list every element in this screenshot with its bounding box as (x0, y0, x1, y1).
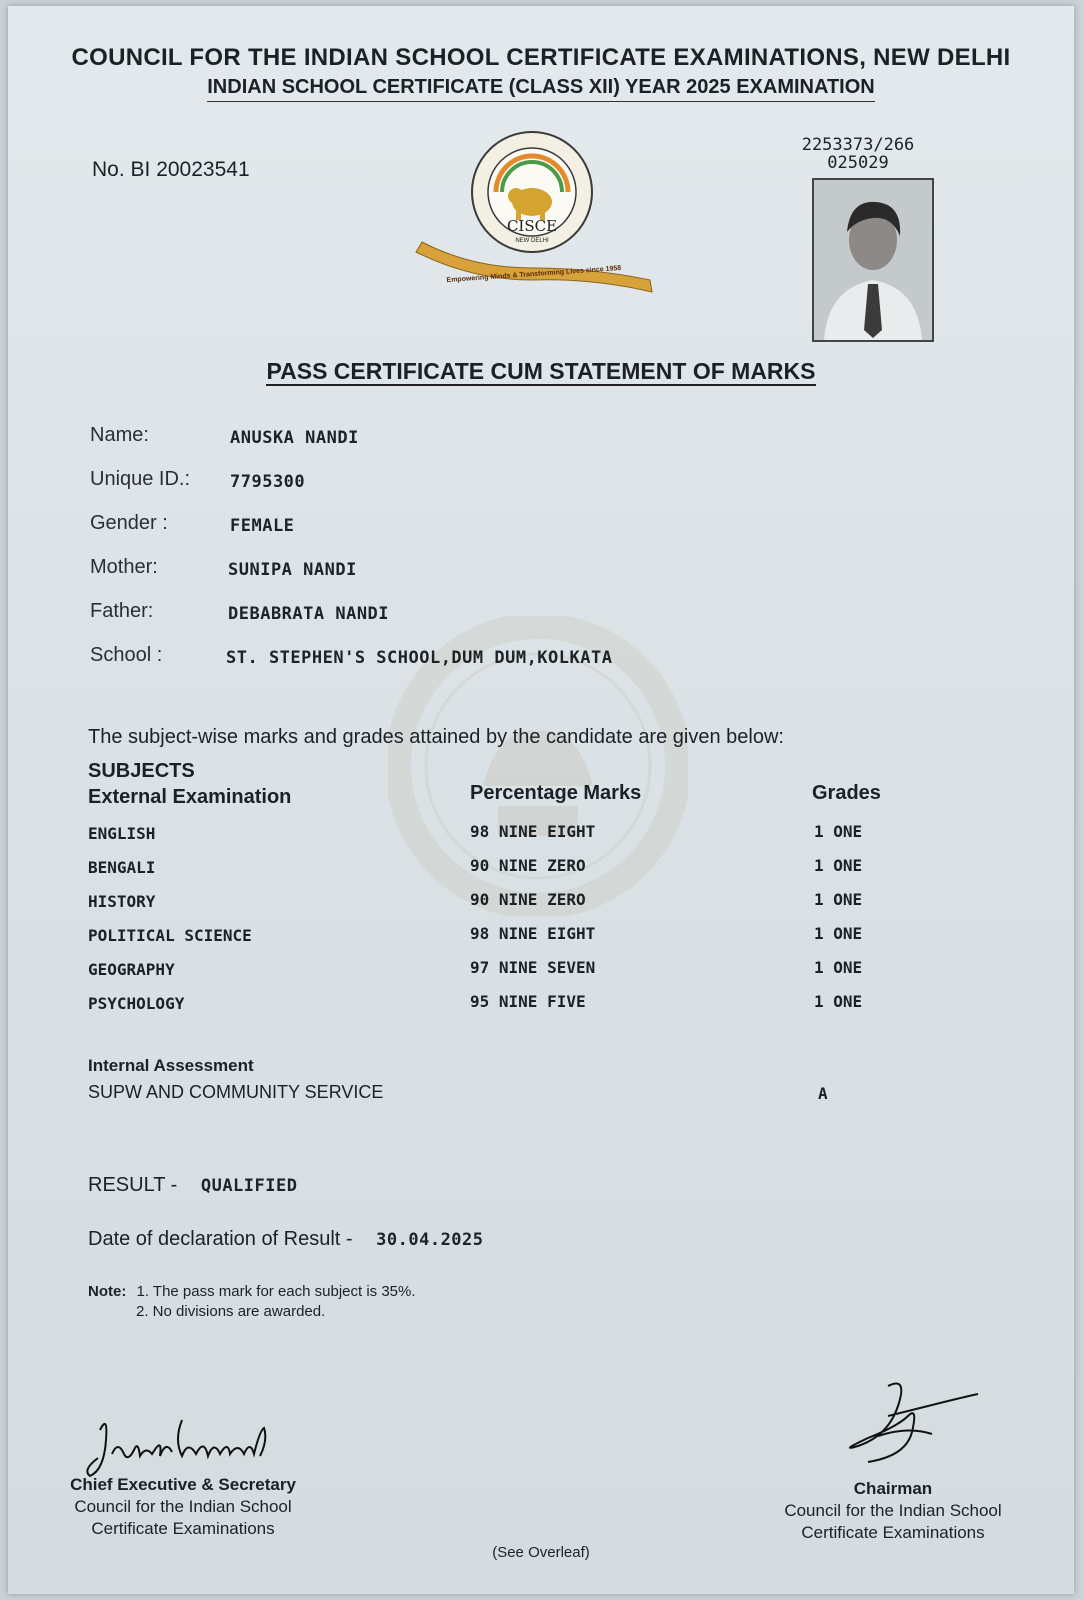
serial-number (778, 136, 938, 172)
subject-grade: 1 ONE (814, 890, 863, 909)
subject-grade: 1 ONE (814, 958, 863, 977)
logo-city: NEW DELHI (515, 238, 549, 244)
certificate-title: PASS CERTIFICATE CUM STATEMENT OF MARKS (266, 358, 816, 384)
chairman-block (758, 1478, 1028, 1544)
note-line-2: 2. No divisions are awarded. (136, 1303, 326, 1320)
subject-name: POLITICAL SCIENCE (88, 926, 252, 945)
percentage-heading: Percentage Marks (470, 782, 642, 804)
uid-label: Unique ID.: (90, 468, 191, 490)
note-label: Note: (88, 1283, 127, 1300)
subject-marks: 98 NINE EIGHT (470, 924, 596, 943)
result-value: QUALIFIED (200, 1176, 298, 1196)
subjects-heading: SUBJECTS (88, 760, 195, 782)
secretary-org-1: Council for the Indian School (74, 1497, 292, 1516)
serial-line-2: 025029 (827, 153, 889, 173)
chairman-title: Chairman (853, 1479, 933, 1498)
logo-abbr: CISCE (506, 217, 558, 235)
external-heading: External Examination (88, 786, 292, 808)
chairman-signature (828, 1376, 998, 1476)
subject-grade: 1 ONE (814, 992, 863, 1011)
serial-line-1: 2253373/266 (801, 135, 915, 155)
subject-grade: 1 ONE (814, 924, 863, 943)
subject-name: PSYCHOLOGY (88, 994, 185, 1013)
see-overleaf: (See Overleaf) (492, 1544, 590, 1561)
secretary-block (48, 1474, 318, 1540)
name-label: Name: (90, 424, 149, 446)
result-line (88, 1174, 297, 1197)
declaration-line (88, 1228, 484, 1251)
subject-name: GEOGRAPHY (88, 960, 175, 979)
school-label: School : (90, 644, 163, 666)
chairman-org-2: Certificate Examinations (801, 1523, 985, 1542)
subject-name: BENGALI (88, 858, 156, 877)
candidate-photo (812, 178, 934, 342)
internal-assessment-heading: Internal Assessment (88, 1056, 254, 1075)
subject-name: HISTORY (88, 892, 156, 911)
candidate-school: ST. STEPHEN'S SCHOOL,DUM DUM,KOLKATA (226, 648, 613, 668)
exam-heading: INDIAN SCHOOL CERTIFICATE (CLASS XII) YEAR 2025 EXAMINATION (8, 76, 1074, 99)
declaration-label: Date of declaration of Result - (88, 1228, 353, 1250)
candidate-mother: SUNIPA NANDI (228, 560, 357, 580)
declaration-date: 30.04.2025 (376, 1230, 484, 1250)
secretary-title: Chief Executive & Secretary (70, 1475, 296, 1494)
note-line-1: 1. The pass mark for each subject is 35%. (136, 1283, 416, 1300)
certificate-sheet (8, 6, 1074, 1594)
council-heading: COUNCIL FOR THE INDIAN SCHOOL CERTIFICATE EXAMINATIONS, NEW DELHI (71, 44, 1011, 71)
certificate-number: No. BI 20023541 (92, 158, 250, 181)
notes (88, 1282, 416, 1322)
chairman-org-1: Council for the Indian School (784, 1501, 1002, 1520)
subject-marks: 90 NINE ZERO (470, 856, 586, 875)
result-label: RESULT - (88, 1174, 178, 1196)
subject-name: ENGLISH (88, 824, 156, 843)
subject-marks: 98 NINE EIGHT (470, 822, 596, 841)
marks-intro: The subject-wise marks and grades attained by the candidate are given below: (88, 726, 784, 748)
cisce-logo (412, 130, 662, 300)
subject-marks: 97 NINE SEVEN (470, 958, 596, 977)
subject-grade: 1 ONE (814, 822, 863, 841)
subject-grade: 1 ONE (814, 856, 863, 875)
grades-heading: Grades (812, 782, 881, 804)
subject-marks: 90 NINE ZERO (470, 890, 586, 909)
father-label: Father: (90, 600, 154, 622)
gender-label: Gender : (90, 512, 168, 534)
internal-grade: A (818, 1084, 828, 1103)
mother-label: Mother: (90, 556, 158, 578)
candidate-uid: 7795300 (230, 472, 306, 492)
internal-subject: SUPW AND COMMUNITY SERVICE (88, 1082, 384, 1102)
logo-ribbon-text: Empowering Minds & Transforming Lives since 1958 (446, 264, 622, 285)
secretary-org-2: Certificate Examinations (91, 1519, 275, 1538)
candidate-father: DEBABRATA NANDI (228, 604, 390, 624)
subject-marks: 95 NINE FIVE (470, 992, 586, 1011)
candidate-name: ANUSKA NANDI (230, 428, 359, 448)
candidate-gender: FEMALE (230, 516, 295, 536)
